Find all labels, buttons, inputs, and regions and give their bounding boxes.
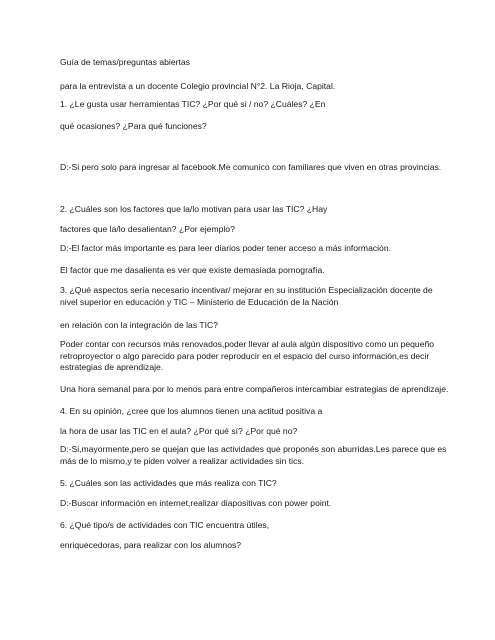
answer-2-line-2: El factor que me dasalienta es ver que existe demasiada pornografía.	[60, 265, 325, 275]
question-3-line-2: en relación con la integración de las TIC?	[60, 320, 218, 330]
question-4-line-2: la hora de usar las TIC en el aula? ¿Por qué sí? ¿Por qué no?	[60, 426, 298, 436]
question-6-line-1: 6. ¿Qué tipo/s de actividades con TIC encuentra útiles,	[60, 520, 270, 530]
answer-5: D:-Buscar información en internet,realizar diapositivas con power point.	[60, 498, 332, 508]
answer-3-paragraph-1: Poder contar con recursos más renovados,poder llevar al aula algún dispositivo como un pequeño retroproyector o algo parecido para poder reproducir en el espacio del curso información,es decir estrategias de aprendizaje.	[60, 339, 435, 372]
question-2-line-1: 2. ¿Cuáles son los factores que la/lo motivan para usar las TIC? ¿Hay	[60, 204, 328, 214]
question-3-line-1: 3. ¿Qué aspectos sería necesario incentivar/ mejorar en su institución Especialización docente de nivel superior en educación y TIC – Ministerio de Educación de la Nación	[60, 285, 433, 307]
question-2-line-2: factores que la/lo desalientan? ¿Por ejemplo?	[60, 224, 235, 234]
answer-4: D:-Si,mayormente,pero se quejan que las actividades que proponés son aburridas.Les parece que es más de lo mismo,y te piden volver a realizar actividades sin tics.	[60, 444, 447, 466]
answer-1: D:-Si pero solo para ingresar al facebook.Me comunico con familiares que viven en otras provincias.	[60, 162, 442, 172]
question-4-line-1: 4. En su opinión, ¿cree que los alumnos tienen una actitud positiva a	[60, 406, 323, 416]
question-5: 5. ¿Cuáles son las actividades que más realiza con TIC?	[60, 478, 277, 488]
question-1-line-1: 1. ¿Le gusta usar herramientas TIC? ¿Por qué si / no? ¿Cuáles? ¿En	[60, 99, 326, 109]
document-subtitle: para la entrevista a un docente Colegio provincial N°2. La Rioja, Capital.	[60, 81, 336, 91]
answer-3-paragraph-2: Una hora semanal para por lo menos para entre compañeros intercambiar estrategias de aprendizaje.	[60, 384, 449, 394]
question-6-line-2: enriquecedoras, para realizar con los alumnos?	[60, 540, 242, 550]
answer-2-line-1: D:-El factor más importante es para leer diarios poder tener acceso a más información.	[60, 243, 392, 253]
question-1-line-2: qué ocasiones? ¿Para qué funciones?	[60, 121, 207, 131]
document-title: Guía de temas/preguntas abiertas	[60, 57, 190, 67]
